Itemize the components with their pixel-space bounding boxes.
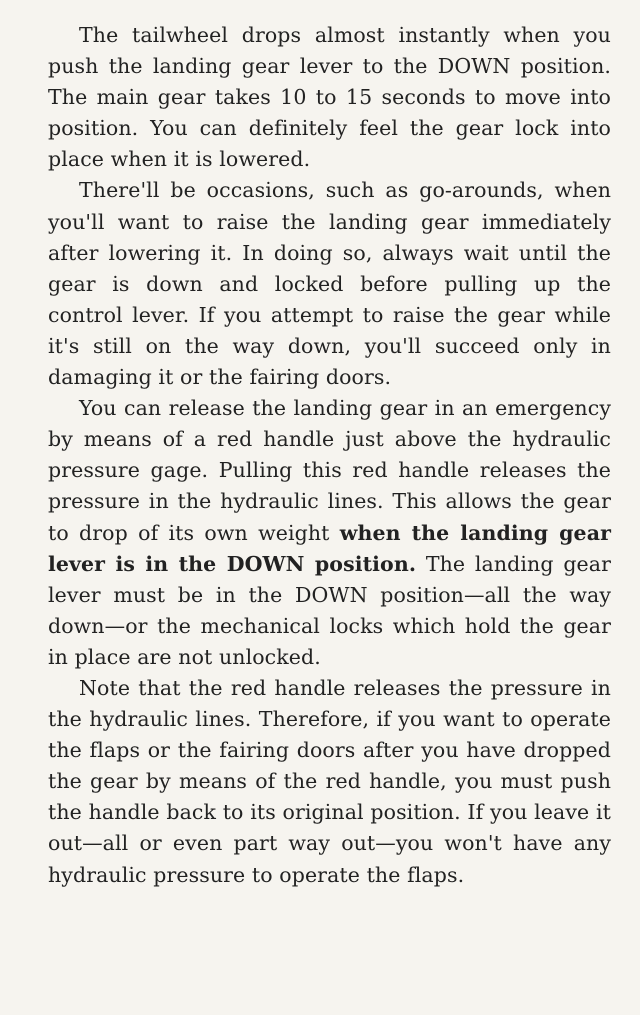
paragraph-tailwheel: The tailwheel drops almost instantly when you push the landing gear lever to the DOWN position. The main gear takes 10 to 15 seconds to move into position. You can definitely feel the gear lock into place when it is lowered.	[48, 23, 611, 172]
paragraph-red-handle-note: Note that the red handle releases the pressure in the hydraulic lines. Therefore, if you want to operate the flaps or the fairing doors after you have dropped the gear by means of the red handle, you must push the handle back to its original position. If you leave it out—all or even part way out—you won't have any hydraulic pressure to operate the flaps.	[48, 675, 611, 887]
emergency-text-after: The landing gear lever must be in the DOWN position—all the way down—or the mechanical locks which hold the gear in place are not unlocked.	[48, 551, 611, 669]
paragraph-emergency-release	[48, 393, 611, 673]
emergency-text-before: You can release the landing gear in an emergency by means of a red handle just above the hydraulic pressure gage. Pulling this red handle releases the pressure in the hydraulic lines. This allows the gear to drop of its own weight	[48, 396, 611, 545]
emergency-text-bold: when the landing gear lever is in the DOWN position.	[48, 520, 611, 576]
paragraph-go-arounds: There'll be occasions, such as go-arounds, when you'll want to raise the landing gear immediately after lowering it. In doing so, always wait until the gear is down and locked before pulling up the control lever. If you attempt to raise the gear while it's still on the way down, you'll succeed only in damaging it or the fairing doors.	[48, 178, 611, 390]
